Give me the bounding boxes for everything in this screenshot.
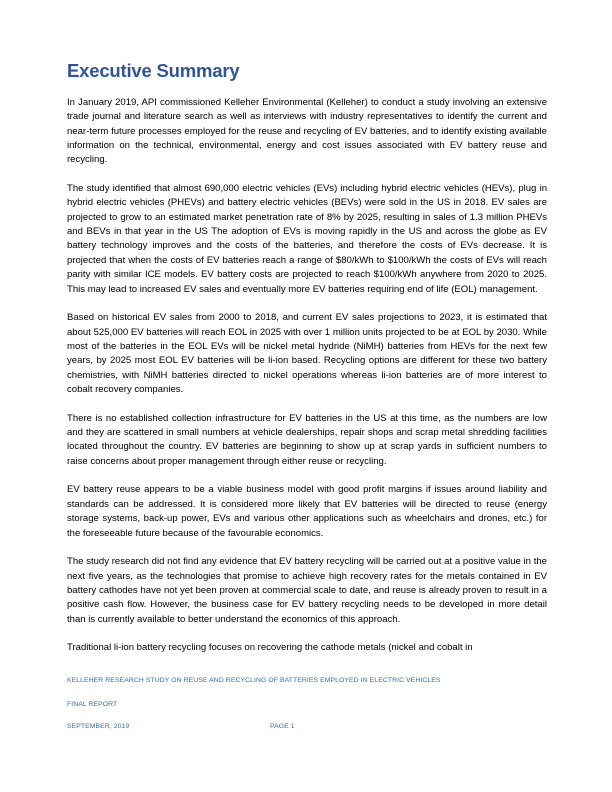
document-body: [67, 96, 547, 670]
page-title: Executive Summary: [67, 60, 240, 81]
paragraph-collection-infrastructure: There is no established collection infrastructure for EV batteries in the US at this time, as the numbers are low and they are scattered in small numbers at vehicle dealerships, repair shops and scrap metal shredding facilities located throughout the country. EV batteries are beginning to show up at scrap yards in sufficient numbers to raise concerns about proper management through either reuse or recycling.: [67, 412, 547, 467]
footer-page-number: PAGE 1: [270, 723, 295, 730]
paragraph-recycling-economics: The study research did not find any evidence that EV battery recycling will be carried out at a positive value in the next five years, as the technologies that promise to achieve high recovery rates for the metals contained in EV battery cathodes have not yet been proven at commercial scale to date, and reuse is already proven to result in a positive cash flow. However, the business case for EV battery recycling needs to be developed in more detail than is currently available to better understand the economics of this approach.: [67, 556, 547, 625]
paragraph-intro: In January 2019, API commissioned Kelleher Environmental (Kelleher) to conduct a study involving an extensive trade journal and literature search as well as interviews with industry representatives to identify the current and near-term future processes employed for the reuse and recycling of EV batteries, and to identify existing available information on the technical, environmental, energy and cost issues associated with EV battery reuse and recycling.: [67, 97, 547, 166]
footer-study-title: KELLEHER RESEARCH STUDY ON REUSE AND RECYCLING OF BATTERIES EMPLOYED IN ELECTRIC VEHICLES: [67, 677, 441, 684]
paragraph-battery-reuse: EV battery reuse appears to be a viable business model with good profit margins if issues around liability and standards can be addressed. It is considered more likely that EV batteries will be directed to reuse (energy storage systems, back-up power, EVs and various other applications such as wheelchairs and drones, etc.) for the foreseeable future because of the favourable economics.: [67, 484, 547, 539]
footer-date: SEPTEMBER, 2019: [67, 723, 130, 730]
footer-report-type: FINAL REPORT: [67, 701, 118, 708]
paragraph-ev-sales: The study identified that almost 690,000 electric vehicles (EVs) including hybrid electric vehicles (HEVs), plug in hybrid electric vehicles (PHEVs) and battery electric vehicles (BEVs) were sold in the US in 2018. EV sales are projected to grow to an estimated market penetration rate of 8% by 2025, resulting in sales of 1.3 million PHEVs and BEVs in that year in the US The adoption of EVs is moving rapidly in the US and across the globe as EV battery technology improves and the costs of the batteries, and therefore the costs of EVs decrease. It is projected that when the costs of EV batteries reach a range of $80/kWh to $100/kWh the costs of EVs will reach parity with similar ICE models. EV battery costs are projected to reach $100/kWh anywhere from 2020 to 2025. This may lead to increased EV sales and eventually more EV batteries requiring end of life (EOL) management.: [67, 183, 547, 295]
paragraph-traditional-recycling: Traditional li-ion battery recycling focuses on recovering the cathode metals (nickel and cobalt in: [67, 642, 473, 654]
paragraph-eol-projections: Based on historical EV sales from 2000 to 2018, and current EV sales projections to 2023, it is estimated that about 525,000 EV batteries will reach EOL in 2025 with over 1 million units projected to be at EOL by 2030. While most of the batteries in the EOL EVs will be nickel metal hydride (NiMH) batteries from HEVs for the next few years, by 2025 most EOL EV batteries will be li-ion based. Recycling options are different for these two battery chemistries, with NiMH batteries directed to nickel operations whereas li-ion batteries are of more interest to cobalt recovery companies.: [67, 312, 547, 395]
